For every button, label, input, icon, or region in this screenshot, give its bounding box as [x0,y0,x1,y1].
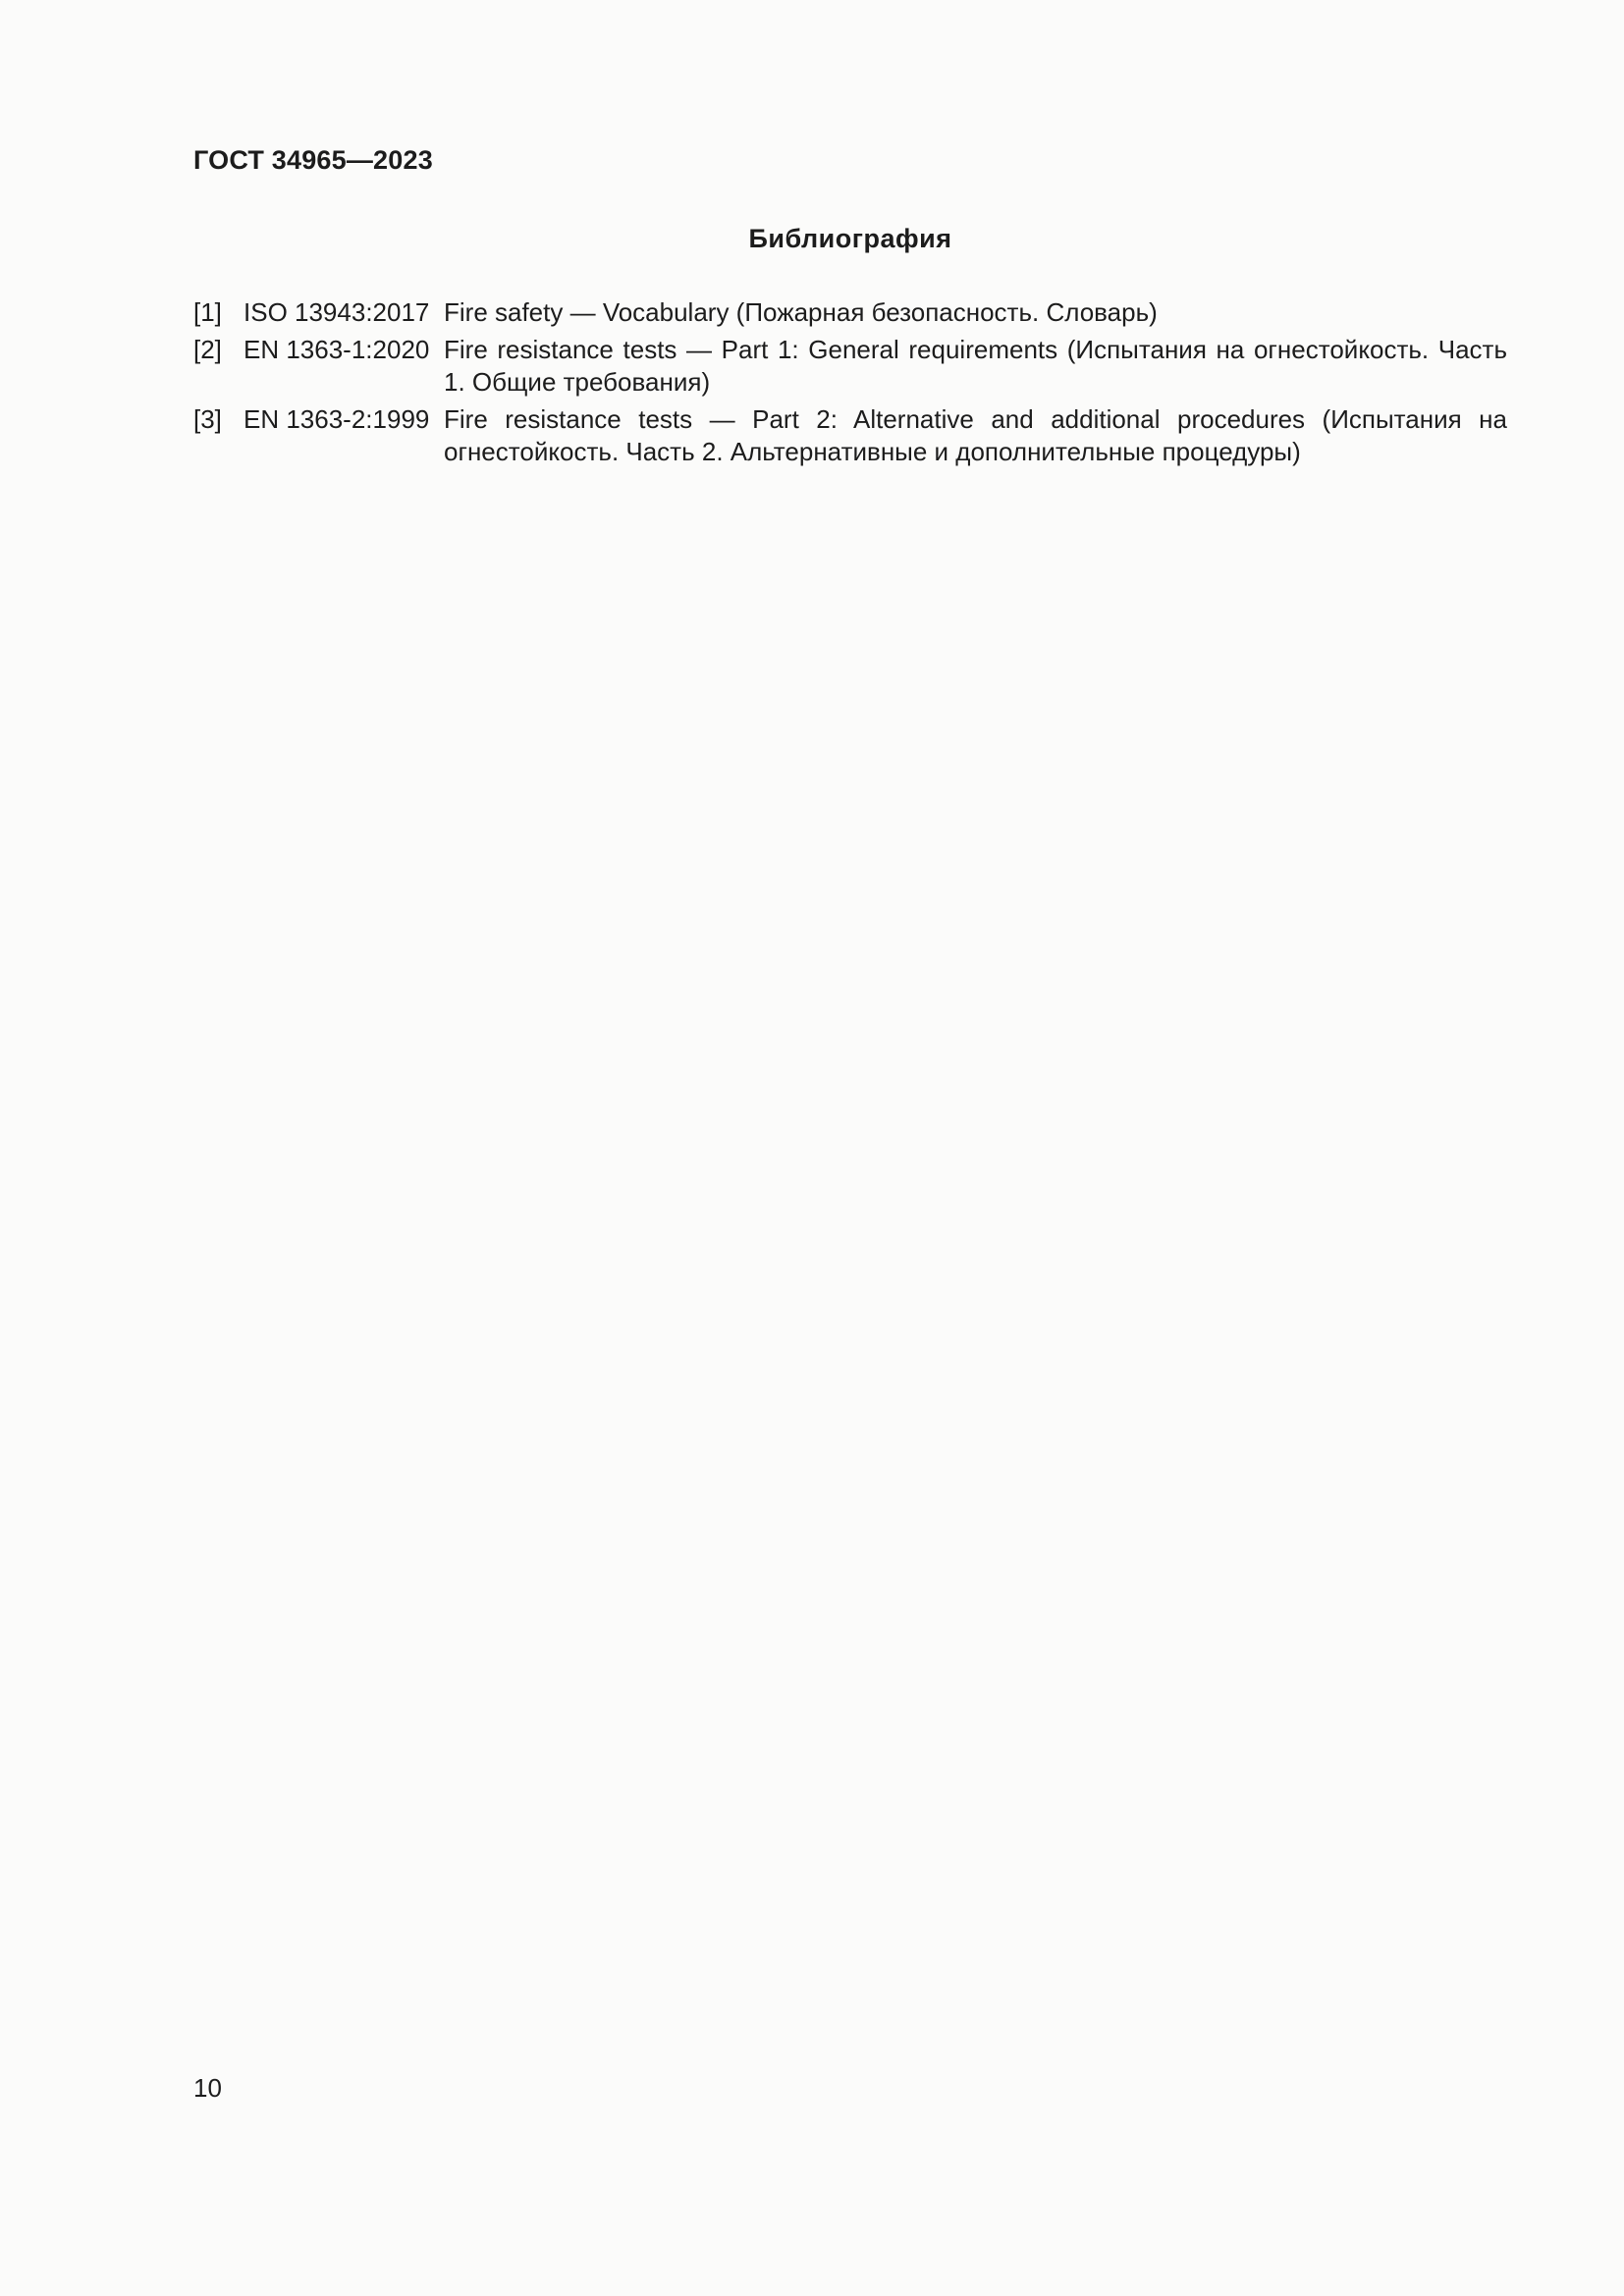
entry-description: Fire resistance tests — Part 2: Alternative and additional procedures (Испытания на огнестойкость. Часть 2. Альтернативные и дополнительные процедуры) [444,404,1507,466]
section-title: Библиография [748,224,952,253]
entry-number: [1] [193,297,222,327]
bibliography-list [193,296,1507,473]
entry-description: Fire safety — Vocabulary (Пожарная безопасность. Словарь) [444,297,1158,327]
document-header: ГОСТ 34965—2023 [193,145,433,175]
bibliography-entry [193,403,1507,468]
entry-number: [2] [193,335,222,364]
entry-code: EN 1363-1:2020 [244,335,430,364]
entry-code: ISO 13943:2017 [244,297,430,327]
bibliography-entry [193,334,1507,399]
entry-code: EN 1363-2:1999 [244,404,430,434]
entry-description: Fire resistance tests — Part 1: General requirements (Испытания на огнестойкость. Часть 1. Общие требования) [444,335,1507,397]
page-number: 10 [193,2073,222,2103]
bibliography-entry [193,296,1507,329]
entry-number: [3] [193,404,222,434]
